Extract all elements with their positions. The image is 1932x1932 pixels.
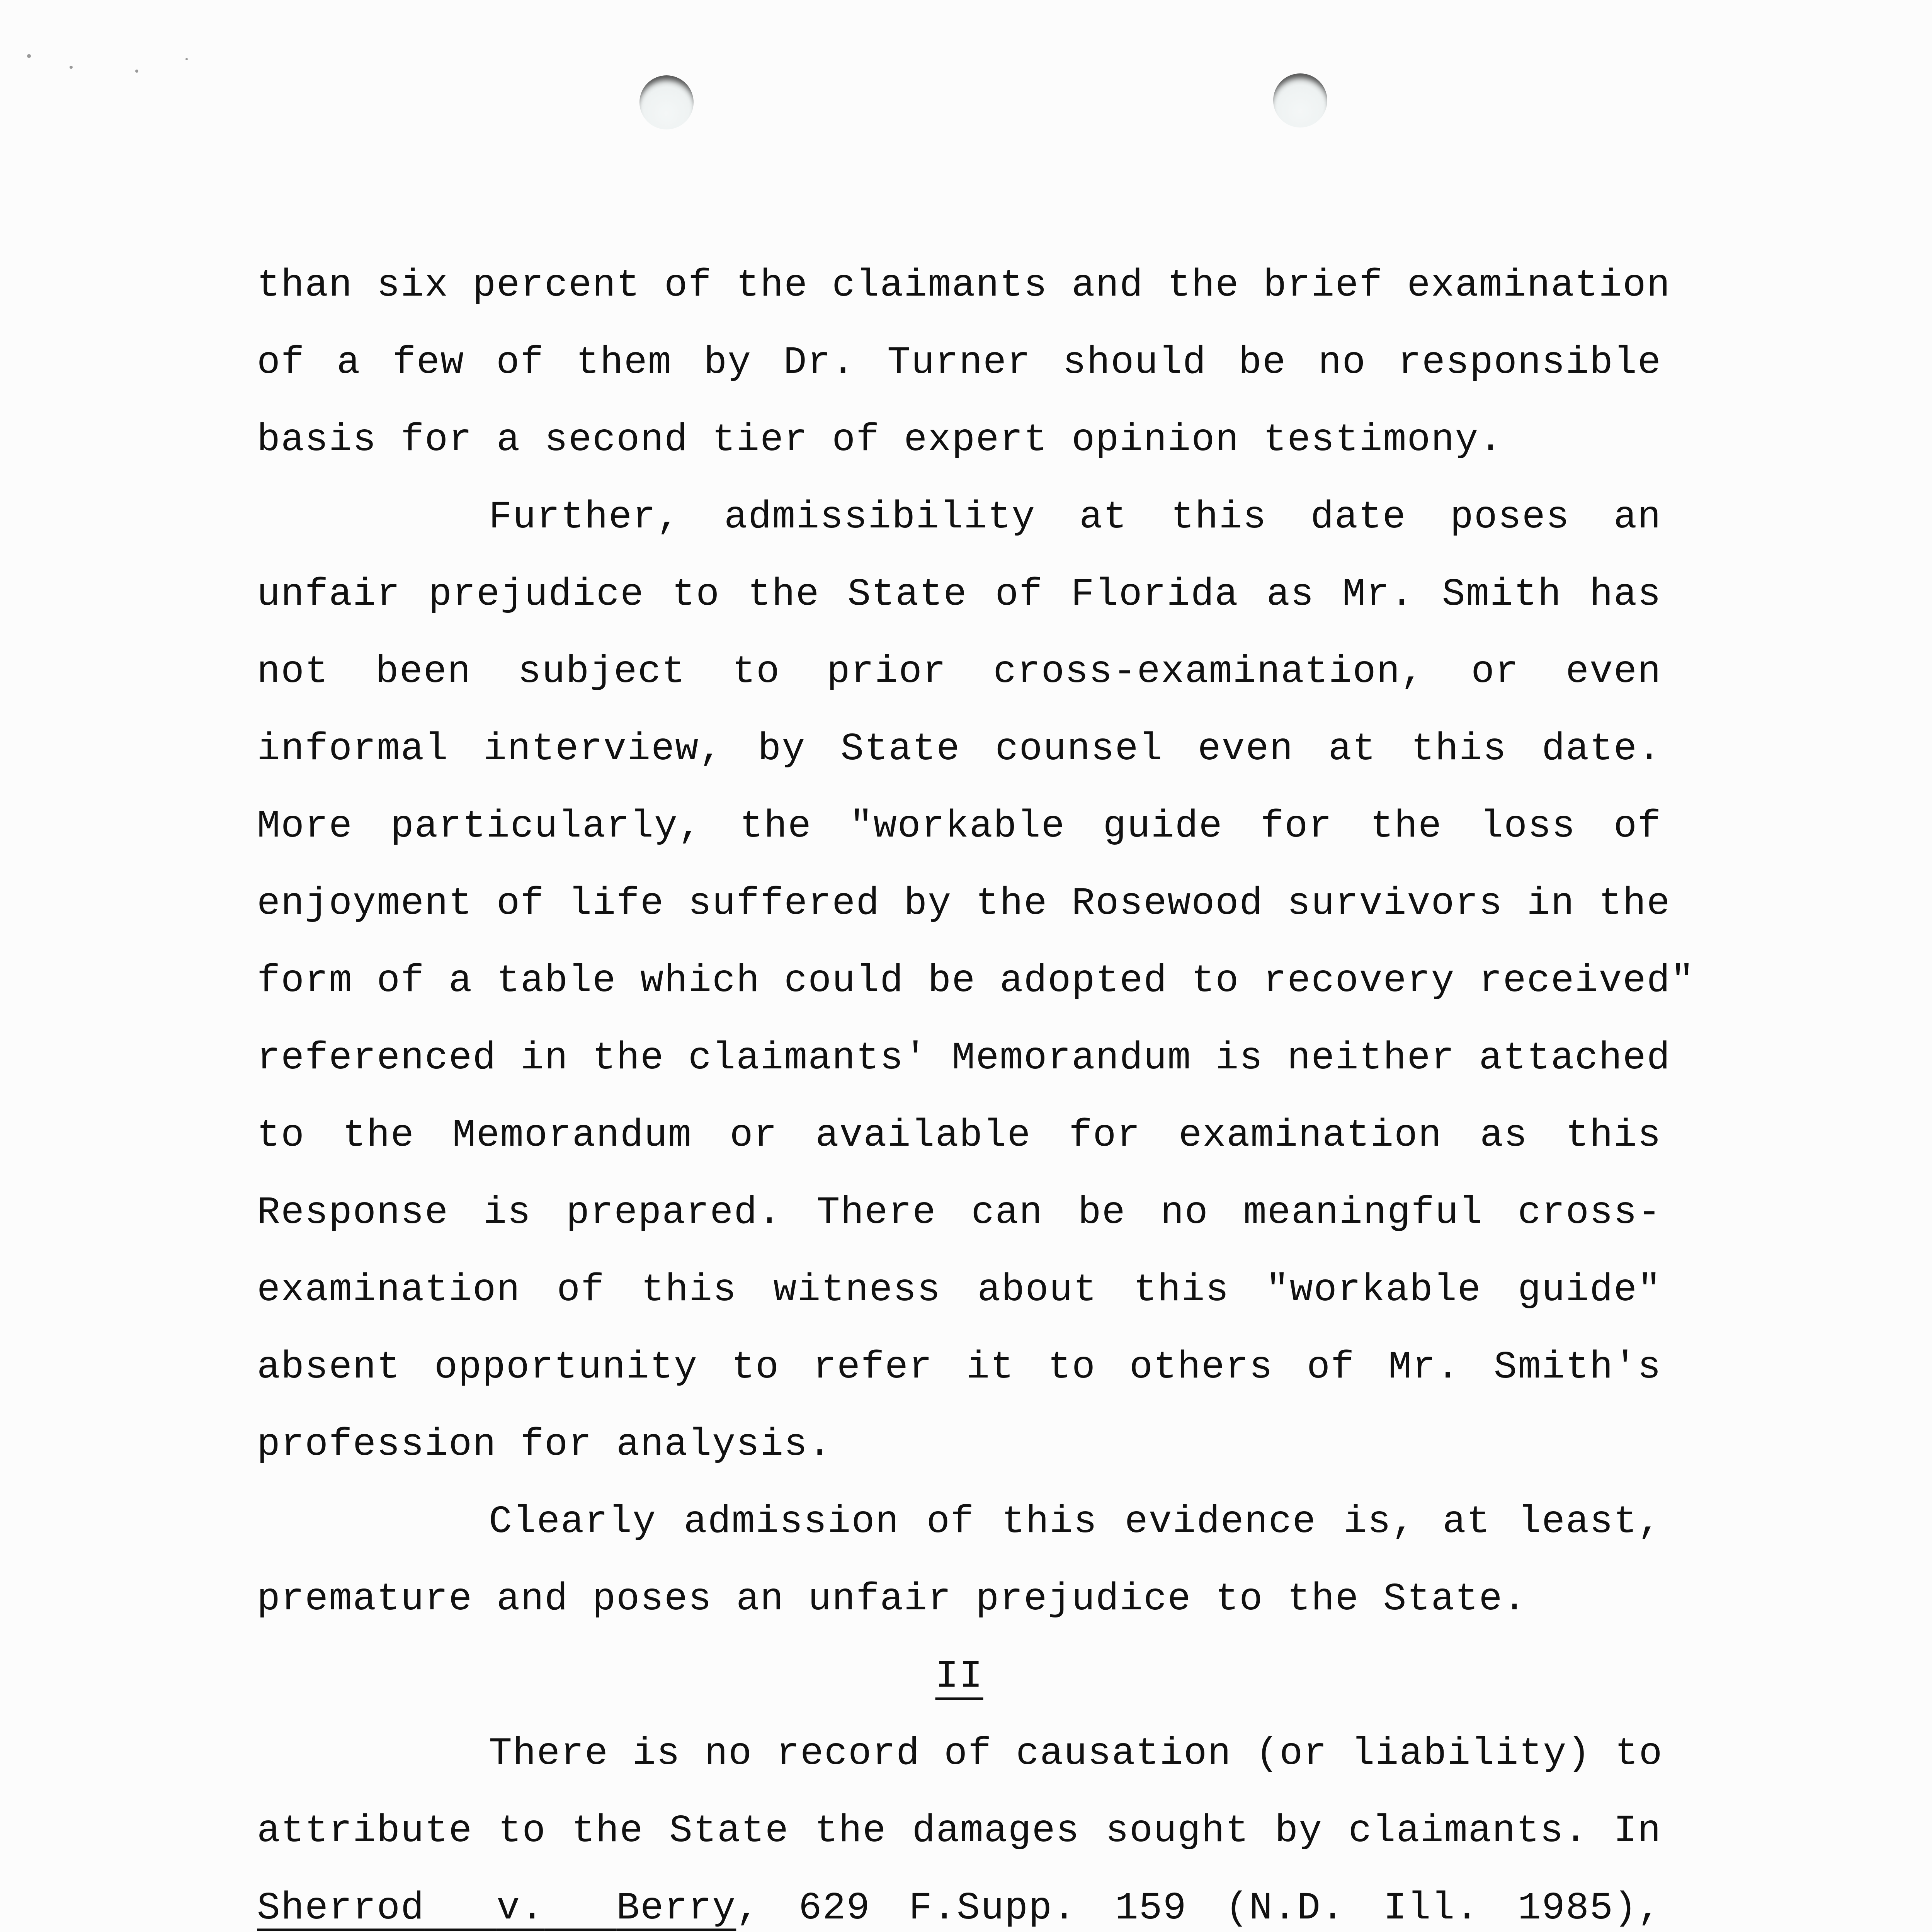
text-line: premature and poses an unfair prejudice to the State.	[257, 1578, 1527, 1621]
paragraph-causation	[257, 1716, 1662, 1932]
text-line: More particularly, the "workable guide for the loss of	[257, 805, 1662, 849]
text-line: attribute to the State the damages sought by claimants. In	[257, 1810, 1662, 1853]
text-line: unfair prejudice to the State of Florida as Mr. Smith has	[257, 573, 1662, 617]
text-line: to the Memorandum or available for examination as this	[257, 1114, 1662, 1158]
case-name-part: Sherrod	[257, 1887, 425, 1930]
text-line: referenced in the claimants' Memorandum is neither attached	[257, 1037, 1671, 1080]
scan-speck	[27, 54, 31, 58]
citation-word: 1985),	[1517, 1887, 1662, 1930]
section-heading	[257, 1638, 1662, 1716]
scan-speck	[70, 66, 73, 69]
citation-word: (N.D.	[1225, 1887, 1345, 1930]
text-line: enjoyment of life suffered by the Rosewood survivors in the	[257, 882, 1671, 926]
text-line: Response is prepared. There can be no meaningful cross-	[257, 1191, 1662, 1235]
text-line: There is no record of causation (or liability) to	[489, 1732, 1663, 1776]
text-line: informal interview, by State counsel even at this date.	[257, 728, 1662, 771]
paragraph-p2	[257, 479, 1695, 1484]
case-name-part: Berry	[616, 1887, 736, 1930]
citation-punct: ,	[736, 1887, 760, 1930]
scan-speck	[185, 58, 188, 60]
section-heading-label: II	[935, 1655, 983, 1699]
paragraph-p3	[257, 1484, 1662, 1638]
paragraph-group	[257, 247, 1695, 1638]
text-line: profession for analysis.	[257, 1423, 832, 1467]
text-line: basis for a second tier of expert opinion testimony.	[257, 418, 1503, 462]
text-line: Further, admissibility at this date poses an	[489, 496, 1662, 539]
text-line: absent opportunity to refer it to others of Mr. Smith's	[257, 1346, 1662, 1389]
punch-hole-right	[1273, 73, 1327, 128]
citation-word: 159	[1115, 1887, 1187, 1930]
case-name-part: v.	[497, 1887, 545, 1930]
body-text	[257, 247, 1695, 1932]
text-line: form of a table which could be adopted to recovery received"	[257, 959, 1695, 1003]
scan-speck	[135, 70, 138, 73]
text-line: Clearly admission of this evidence is, at least,	[489, 1500, 1662, 1544]
text-line: of a few of them by Dr. Turner should be no responsible	[257, 341, 1662, 385]
punch-hole-left	[639, 75, 694, 129]
text-line: examination of this witness about this "workable guide"	[257, 1269, 1662, 1312]
paragraph-p1	[257, 247, 1671, 479]
text-line-citation-1	[257, 1870, 1662, 1932]
case-citation	[257, 1870, 760, 1932]
text-line: than six percent of the claimants and the brief examination	[257, 264, 1671, 308]
citation-word: 629	[798, 1887, 871, 1930]
citation-word: F.Supp.	[909, 1887, 1077, 1930]
text-line: not been subject to prior cross-examination, or even	[257, 650, 1662, 694]
citation-word: Ill.	[1383, 1887, 1480, 1930]
